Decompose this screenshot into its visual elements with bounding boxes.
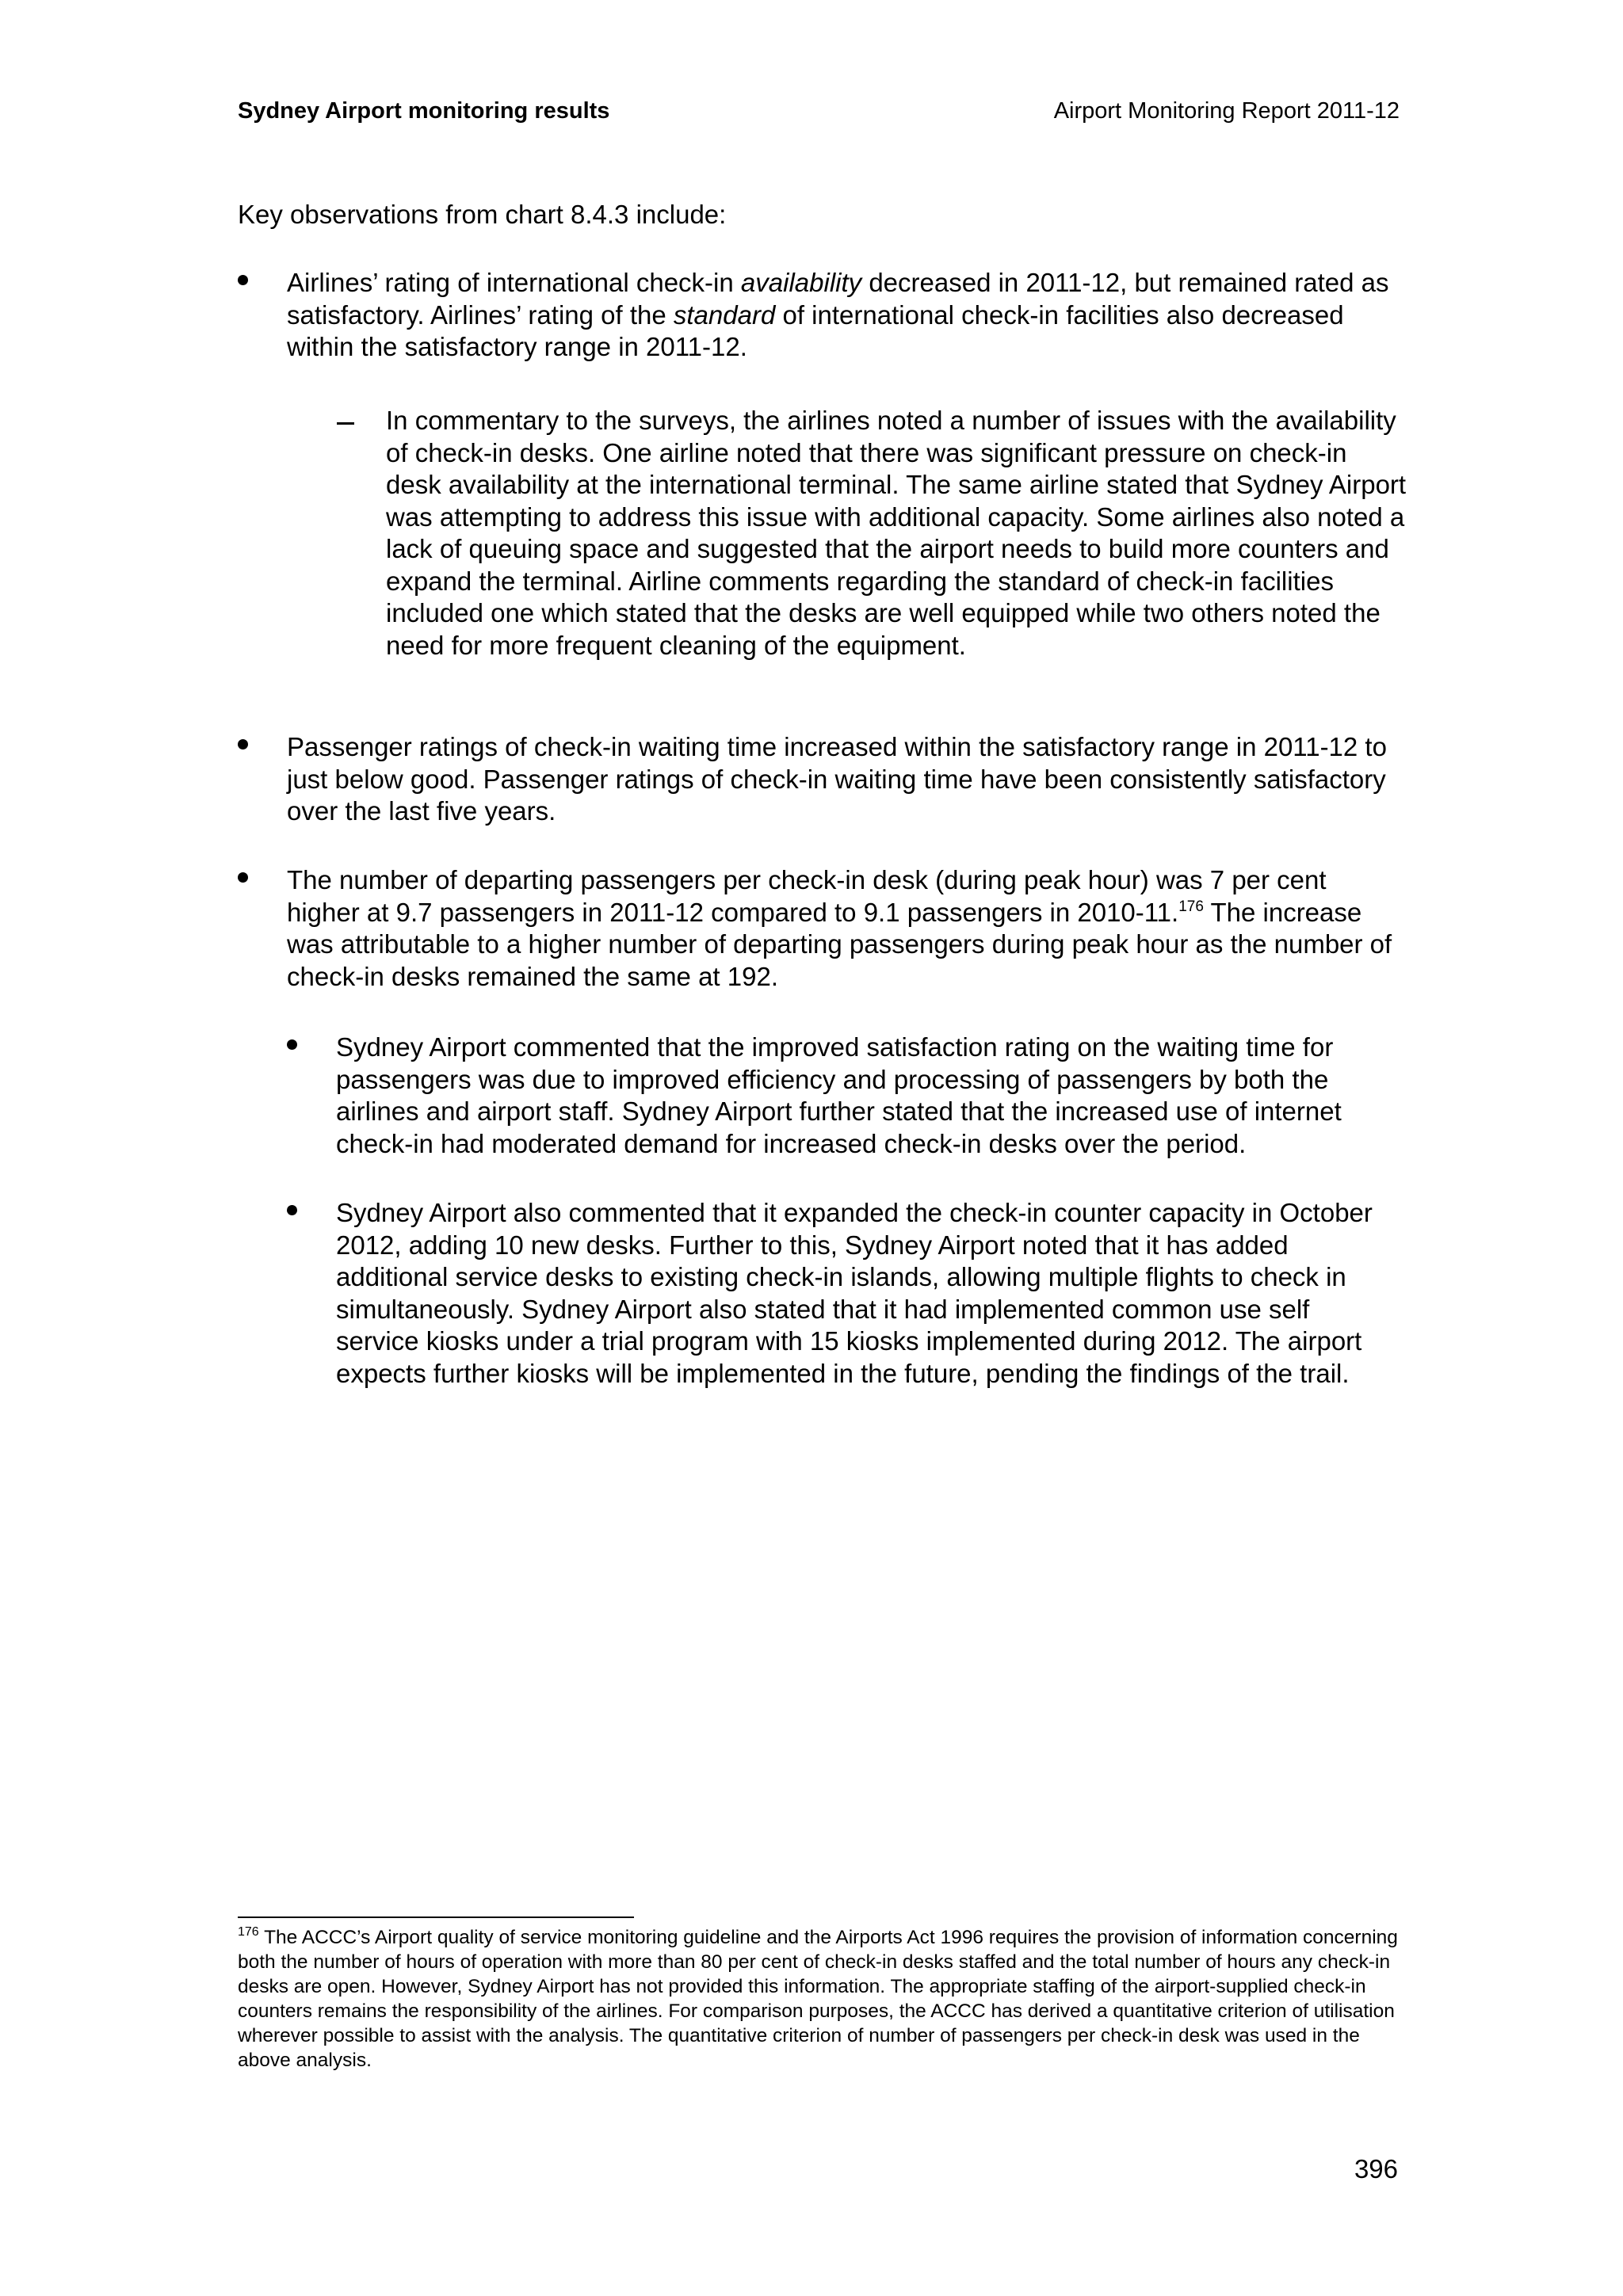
running-header-report-title: Airport Monitoring Report 2011-12 xyxy=(1053,98,1400,124)
bullet-icon xyxy=(238,872,248,883)
observation-passenger-waiting-time: Passenger ratings of check-in waiting time increased within the satisfactory range in 2011-12 to just below good. Passenger ratings of check-in waiting time have been consistently satisfactory over the last five years. xyxy=(287,732,1387,826)
intro-paragraph: Key observations from chart 8.4.3 include: xyxy=(238,200,727,229)
emphasis-availability: availability xyxy=(740,268,862,297)
footnote-reference: 176 xyxy=(1178,898,1204,915)
observation-airlines-checkin: Airlines’ rating of international check-in availability decreased in 2011-12, but remained rated as satisfactory. Airlines’ rating of the standard of international check-in facilities also decreased within the satisfactory range in 2011-12. xyxy=(287,268,1389,361)
observation-passengers-per-desk: The number of departing passengers per check-in desk (during peak hour) was 7 per cent higher at 9.7 passengers in 2011-12 compared to 9.1 passengers in 2010-11.$^{176}$ The increase was attributable to a higher number of departing passengers during peak hour as the number of check-in desks remained the same at 192. xyxy=(287,865,1392,991)
footnote-separator xyxy=(238,1917,634,1918)
bullet-icon xyxy=(287,1039,297,1050)
footnote: $^{176}$ The ACCC’s Airport quality of service monitoring guideline and the Airports Act 1996 requires the provision of information concerning both the number of hours of operation with more than 80 per cent of check-in desks staffed and the total number of hours any check-in desks are open. However, Sydney Airport has not provided this information. The appropriate staffing of the airport-supplied check-in counters remains the responsibility of the airlines. For comparison purposes, the ACCC has derived a quantitative criterion of utilisation wherever possible to assist with the analysis. The quantitative criterion of number of passengers per check-in desk was used in the above analysis. xyxy=(238,1925,1398,2071)
footnote-number: 176 xyxy=(238,1925,259,1939)
sydney-airport-comment-capacity: Sydney Airport also commented that it expanded the check-in counter capacity in October 2012, adding 10 new desks. Further to this, Sydney Airport noted that it has added additional service desks to existing check-in islands, allowing multiple flights to check in simultaneously. Sydney Airport also stated that it had implemented common use self service kiosks under a trial program with 15 kiosks implemented during 2012. The airport expects further kiosks will be implemented in the future, pending the findings of the trail. xyxy=(336,1198,1373,1388)
bullet-icon xyxy=(238,275,248,285)
sydney-airport-comment-efficiency: Sydney Airport commented that the improved satisfaction rating on the waiting time for passengers was due to improved efficiency and processing of passengers by both the airlines and airport staff. Sydney Airport further stated that the increased use of internet check-in had moderated demand for increased check-in desks over the period. xyxy=(336,1032,1342,1158)
bullet-icon xyxy=(238,739,248,749)
emphasis-standard: standard xyxy=(673,299,776,330)
running-header-section: Sydney Airport monitoring results xyxy=(238,98,610,124)
airline-commentary-paragraph: In commentary to the surveys, the airlines noted a number of issues with the availability of check-in desks. One airline noted that there was significant pressure on check-in desk availability at the international terminal. The same airline stated that Sydney Airport was attempting to address this issue with additional capacity. Some airlines also noted a lack of queuing space and suggested that the airport needs to build more counters and expand the terminal. Airline comments regarding the standard of check-in facilities included one which stated that the desks are well equipped while two others noted the need for more frequent cleaning of the equipment. xyxy=(386,406,1407,660)
dash-icon xyxy=(337,422,354,425)
page-number: 396 xyxy=(1354,2154,1398,2183)
bullet-icon xyxy=(287,1205,297,1215)
